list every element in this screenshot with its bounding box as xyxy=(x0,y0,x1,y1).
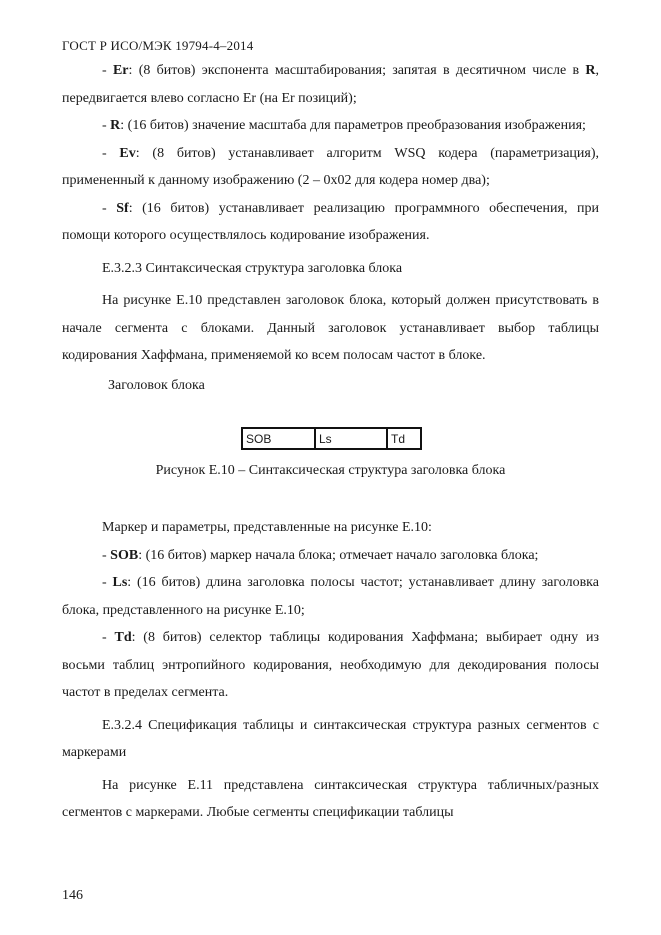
cell-sob: SOB xyxy=(242,428,315,449)
page-number: 146 xyxy=(62,888,83,903)
term-er: Er xyxy=(112,63,129,78)
body-text-bottom xyxy=(62,514,599,827)
param-ev: - Ev: (8 битов) устанавливает алгоритм WSQ кодера (параметризация), примененный к данному изображению (2 – 0x02 для кодера номер два); xyxy=(62,145,599,188)
term-sob: SOB xyxy=(110,547,139,563)
term-r: R xyxy=(110,118,121,133)
param-sf: - Sf: (16 битов) устанавливает реализацию программного обеспечения, при помощи которого осуществлялось кодирование изображения. xyxy=(62,200,599,243)
figure-title: Заголовок блока xyxy=(108,377,205,393)
section-heading-e3223: Е.3.2.3 Синтаксическая структура заголовка блока xyxy=(102,260,403,276)
term-ls: Ls xyxy=(112,575,128,590)
param-td: - Td: (8 битов) селектор таблицы кодирования Хаффмана; выбирает одну из восьми таблиц энтропийного кодирования, необходимую для декодирования полосы частот в пределах сегмента. xyxy=(62,630,599,700)
param-sob: - SOB: (16 битов) маркер начала блока; отмечает начало заголовка блока; xyxy=(102,547,539,563)
param-r: - R: (16 битов) значение масштаба для параметров преобразования изображения; xyxy=(102,118,586,133)
param-ls: - Ls: (16 битов) длина заголовка полосы частот; устанавливает длину заголовка блока, представленного на рисунке Е.10; xyxy=(62,575,599,618)
cell-ls: Ls xyxy=(315,428,387,449)
term-sf: Sf xyxy=(116,200,129,216)
term-ev: Ev xyxy=(119,145,136,161)
block-header-diagram xyxy=(241,427,422,450)
figure-caption: Рисунок Е.10 – Синтаксическая структура заголовка блока xyxy=(155,463,506,478)
markers-intro: Маркер и параметры, представленные на рисунке Е.10: xyxy=(102,520,432,535)
cell-td: Td xyxy=(387,428,421,449)
body-text-top xyxy=(62,57,599,399)
param-er: - Er: (8 битов) экспонента масштабирования; запятая в десятичном числе в R, передвигается влево согласно Er (на Er позиций); xyxy=(62,63,599,106)
section-paragraph-e3224: На рисунке Е.11 представлена синтаксическая структура табличных/разных сегментов с маркерами. Любые сегменты спецификации таблицы xyxy=(62,777,599,820)
section-paragraph-e3223: На рисунке Е.10 представлен заголовок блока, который должен присутствовать в начале сегмента с блоками. Данный заголовок устанавливает выбор таблицы кодирования Хаффмана, применяемой ко всем полосам частот в блоке. xyxy=(62,293,599,363)
term-td: Td xyxy=(114,630,132,645)
term-r-inline: R xyxy=(585,63,596,78)
standard-header: ГОСТ Р ИСО/МЭК 19794-4–2014 xyxy=(62,38,254,53)
section-heading-e3224: Е.3.2.4 Спецификация таблицы и синтаксическая структура разных сегментов с маркерами xyxy=(62,717,599,760)
